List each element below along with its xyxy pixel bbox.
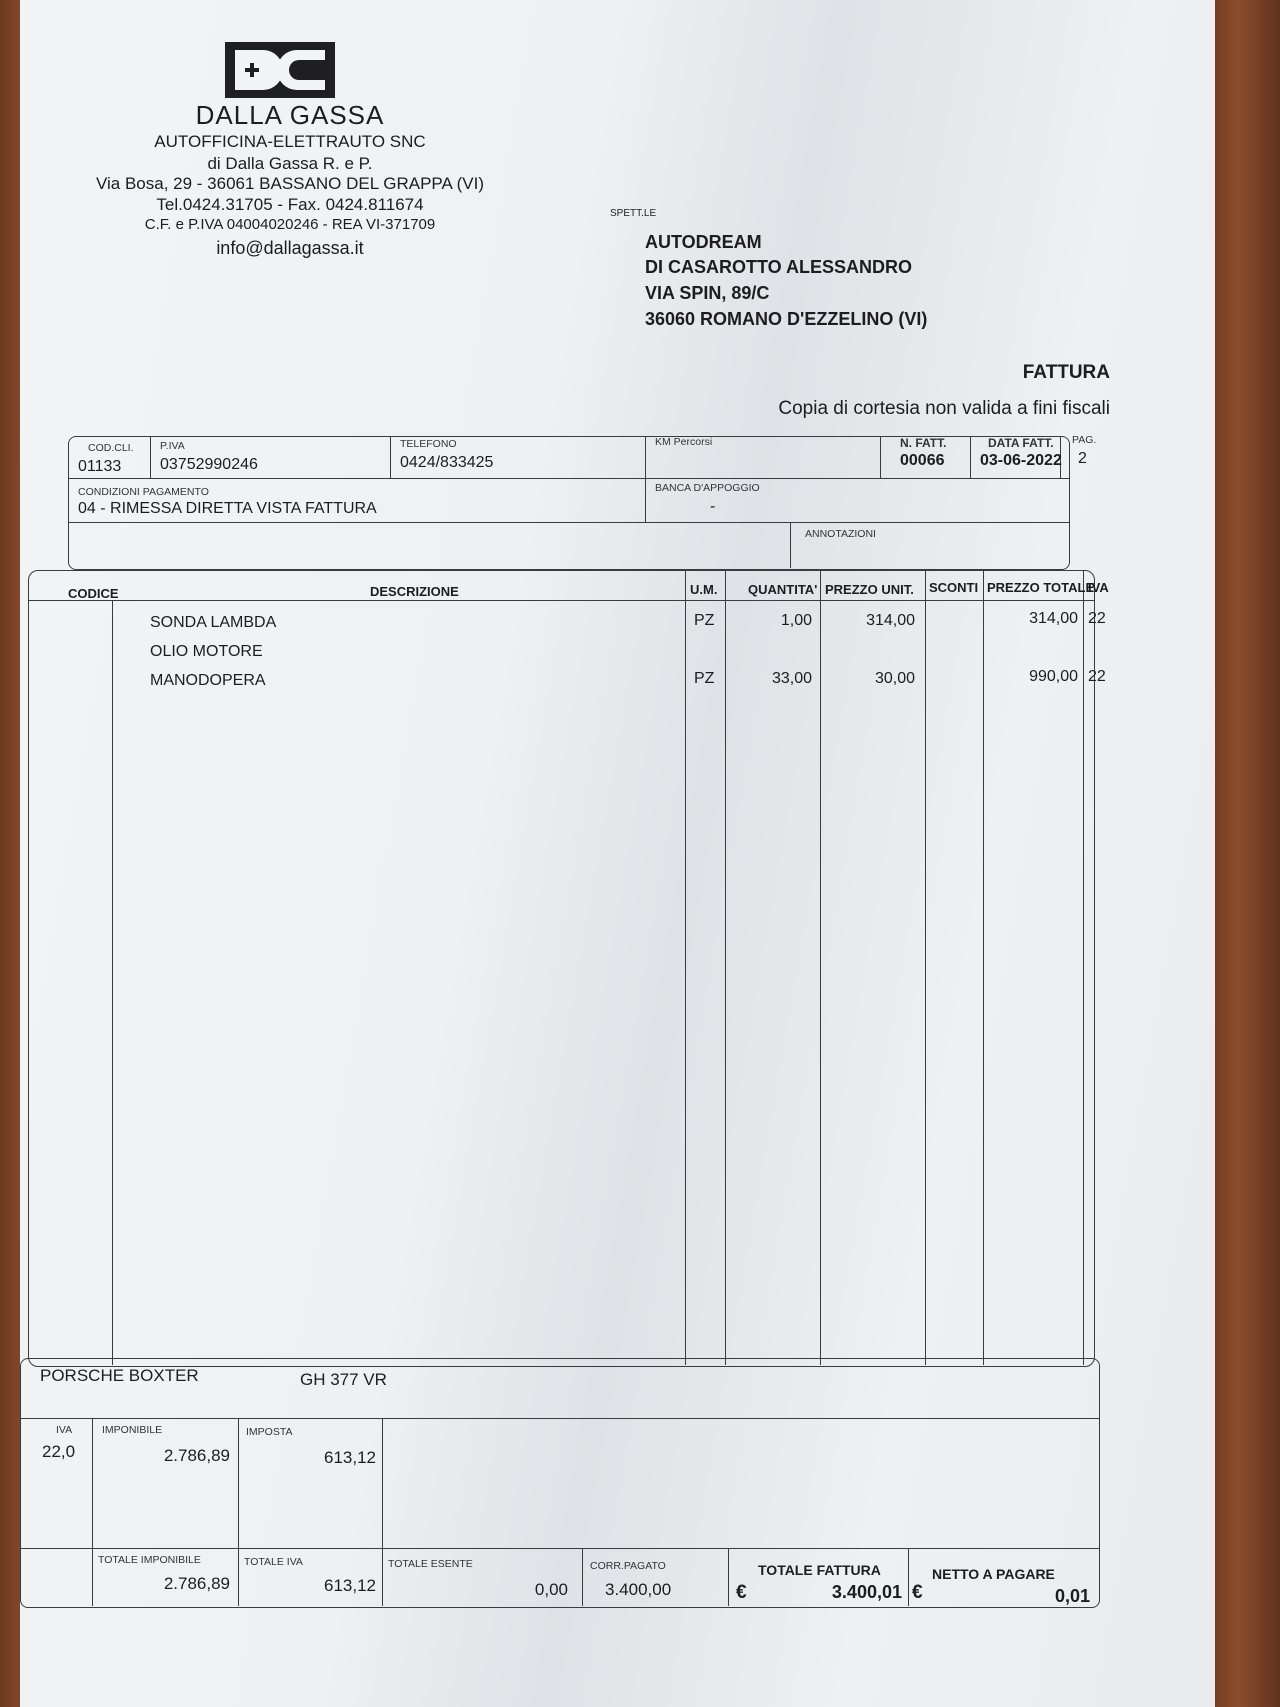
info-sep [150,436,151,478]
info-divider-2 [68,522,1070,523]
pag-value: 2 [1078,450,1087,467]
info-sep [880,436,881,478]
hdr-sconti: SCONTI [929,580,979,595]
sum-imposta-value: 613,12 [324,1448,376,1467]
company-phone: Tel.0424.31705 - Fax. 0424.811674 [156,195,424,214]
netto-label: NETTO A PAGARE [932,1566,1055,1582]
col-sep [983,570,984,1365]
tot-imponibile-label: TOTALE IMPONIBILE [98,1554,201,1566]
sum-iva-value: 22,0 [42,1442,76,1461]
col-sep [820,570,821,1365]
piva-label: P.IVA [160,440,185,452]
recipient-line2: DI CASAROTTO ALESSANDRO [645,257,913,277]
invoice-subtitle: Copia di cortesia non valida a fini fiscali [778,398,1110,419]
row-descr: MANODOPERA [150,672,266,689]
cod-cli-value: 01133 [78,458,122,475]
row-qta: 1,00 [780,612,812,629]
hdr-iva: IVA [1088,580,1109,595]
sum-sep [382,1418,383,1606]
row-prezzo: 30,00 [874,670,915,687]
company-tax: C.F. e P.IVA 04004020246 - REA VI-371709 [144,216,436,233]
hdr-qta: QUANTITA' [748,582,818,597]
info-sep [390,436,391,478]
sum-sep [92,1418,93,1606]
pag-label: PAG. [1072,434,1097,446]
row-totale: 314,00 [1029,610,1078,627]
hdr-totale: PREZZO TOTALE [987,580,1095,595]
recipient-line4: 36060 ROMANO D'EZZELINO (VI) [645,309,928,329]
invoice-title: FATTURA [1022,362,1110,383]
sum-imposta-label: IMPOSTA [246,1426,293,1438]
corr-value: 3.400,00 [605,1580,672,1599]
hdr-codice: CODICE [68,586,119,601]
col-sep [112,600,113,1365]
currency-symbol: € [736,1582,747,1603]
items-header-line [28,600,1095,601]
hdr-descrizione: DESCRIZIONE [370,584,459,599]
km-label: KM Percorsi [655,436,713,448]
annot-label: ANNOTAZIONI [805,528,876,540]
vehicle-plate: GH 377 VR [300,1370,387,1389]
summary-divider [20,1418,1100,1419]
sum-sep [908,1548,909,1606]
sum-imponibile-label: IMPONIBILE [102,1424,163,1436]
currency-symbol: € [912,1582,923,1603]
recipient-line1: AUTODREAM [645,232,762,252]
netto-value: 0,01 [1054,1586,1090,1606]
banca-value: - [710,498,716,515]
company-address: Via Bosa, 29 - 36061 BASSANO DEL GRAPPA (VI) [95,174,485,193]
row-um: PZ [694,612,715,629]
col-sep [925,570,926,1365]
info-sep [970,436,971,478]
data-label: DATA FATT. [988,436,1054,450]
cod-cli-label: COD.CLI. [88,442,134,454]
company-logo [225,42,335,98]
sum-sep [728,1548,729,1606]
piva-value: 03752990246 [160,456,258,473]
tel-label: TELEFONO [400,438,457,450]
company-type: AUTOFFICINA-ELETTRAUTO SNC [154,132,426,151]
sum-iva-label: IVA [56,1424,73,1436]
banca-label: BANCA D'APPOGGIO [655,482,760,494]
tot-imponibile-value: 2.786,89 [163,1574,230,1593]
tot-esente-label: TOTALE ESENTE [388,1558,473,1570]
corr-label: CORR.PAGATO [590,1560,666,1572]
sum-sep [238,1418,239,1606]
tot-iva-value: 613,12 [324,1576,376,1595]
row-iva: 22 [1088,668,1106,685]
col-sep [1083,570,1084,1365]
row-um: PZ [694,670,715,687]
cond-label: CONDIZIONI PAGAMENTO [78,486,209,498]
nfatt-label: N. FATT. [900,436,947,450]
row-descr: OLIO MOTORE [150,643,263,660]
sum-sep [582,1548,583,1606]
company-owners: di Dalla Gassa R. e P. [207,154,373,173]
hdr-prezzo: PREZZO UNIT. [825,582,914,597]
cond-value: 04 - RIMESSA DIRETTA VISTA FATTURA [78,500,377,517]
hdr-um: U.M. [690,582,718,597]
row-iva: 22 [1088,610,1106,627]
row-qta: 33,00 [771,670,812,687]
row-prezzo: 314,00 [866,612,915,629]
row-totale: 990,00 [1029,668,1078,685]
row-descr: SONDA LAMBDA [150,614,277,631]
recipient-line3: VIA SPIN, 89/C [645,283,770,303]
summary-divider [20,1548,1100,1549]
info-divider-1 [68,478,1070,479]
info-sep [790,522,791,568]
company-name: DALLA GASSA [195,100,385,130]
recipient-label: SPETT.LE [610,208,657,219]
wood-background-right [1210,0,1280,1707]
tel-value: 0424/833425 [400,454,494,471]
tot-fattura-label: TOTALE FATTURA [758,1562,881,1578]
tot-iva-label: TOTALE IVA [244,1556,303,1568]
col-sep [725,570,726,1365]
data-value: 03-06-2022 [980,452,1062,469]
info-sep [645,436,646,522]
company-email: info@dallagassa.it [216,238,364,258]
vehicle-model: PORSCHE BOXTER [40,1366,199,1385]
nfatt-value: 00066 [900,452,945,469]
invoice-paper [20,0,1215,1707]
col-sep [685,570,686,1365]
tot-fattura-value: 3.400,01 [831,1582,902,1602]
tot-esente-value: 0,00 [534,1580,568,1599]
sum-imponibile-value: 2.786,89 [163,1446,230,1465]
